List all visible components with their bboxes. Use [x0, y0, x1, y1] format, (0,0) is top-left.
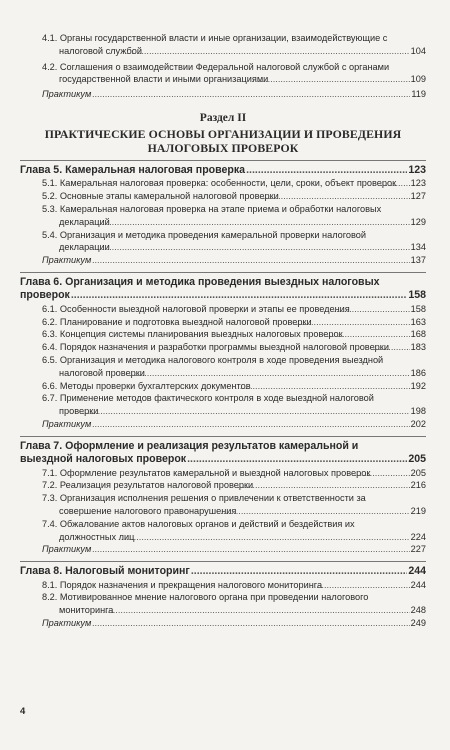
toc-entry-page: 123: [410, 178, 426, 189]
toc-entry-text: 6.4. Порядок назначения и разработки программы выездной налоговой проверки .....: [42, 341, 410, 354]
toc-entry-page: 134: [410, 242, 426, 253]
toc-entry-text: 6.3. Концепция системы планирования выездных налоговых проверок .....: [42, 328, 410, 341]
divider: [20, 160, 426, 161]
toc-practicum-label: Практикум .....: [42, 543, 410, 556]
toc-practicum-page: 119: [411, 89, 426, 100]
toc-entry-page: 158: [410, 303, 426, 314]
toc-entry-text: 6.7. Применение методов фактического контроля в ходе выездной налоговой проверки .....: [42, 392, 410, 418]
chapter-title: Глава 7. Оформление и реализация результатов камеральной и выездной налоговых проверок .....: [20, 440, 407, 467]
toc-entry-page: 163: [410, 316, 426, 327]
toc-entry-text: 4.1. Органы государственной власти и иные организации, взаимодействующие с налоговой службой .....: [42, 32, 410, 58]
toc-entry-text: 7.4. Обжалование актов налоговых органов и действий и бездействия их должностных лиц .....: [42, 518, 410, 544]
toc-entry-6-6: [42, 380, 426, 393]
toc-entry-text: 7.2. Реализация результатов налоговой проверки .....: [42, 479, 410, 492]
toc-practicum-page: 249: [410, 617, 426, 628]
toc-practicum-label: Практикум .....: [42, 254, 410, 267]
toc-entry-text: 6.2. Планирование и подготовка выездной налоговой проверки .....: [42, 316, 410, 329]
toc-entry-text: 8.2. Мотивированное мнение налогового органа при проведении налогового мониторинга .....: [42, 591, 410, 617]
toc-entry-8-2: [42, 591, 426, 617]
chapter-title: Глава 6. Организация и методика проведения выездных налоговых проверок .....: [20, 276, 407, 303]
chapter-page: 123: [408, 163, 426, 176]
toc-entry-page: 109: [410, 74, 426, 85]
toc-entry-page: 198: [410, 406, 426, 417]
divider: [20, 561, 426, 562]
toc-entry-page: 216: [410, 480, 426, 491]
toc-practicum-label: Практикум .....: [42, 418, 410, 431]
toc-entry-4-2: [42, 61, 426, 87]
section-heading: [20, 111, 426, 155]
toc-entry-text: 5.3. Камеральная налоговая проверка на этапе приема и обработки налоговых деклараций .....: [42, 203, 410, 229]
toc-entry-6-7: [42, 392, 426, 418]
toc-practicum: [42, 418, 426, 431]
toc-entry-4-1: [42, 32, 426, 58]
toc-practicum: [42, 543, 426, 556]
toc-practicum-page: 227: [410, 544, 426, 555]
toc-entry-page: 127: [410, 191, 426, 202]
toc-practicum-page: 137: [410, 255, 426, 266]
toc-entry-page: 244: [410, 579, 426, 590]
toc-entry-page: 248: [410, 605, 426, 616]
toc-entry-text: 7.1. Оформление результатов камеральной и выездной налоговых проверок .....: [42, 467, 410, 480]
toc-entry-6-5: [42, 354, 426, 380]
toc-entry-6-1: [42, 303, 426, 316]
toc-entry-text: 5.2. Основные этапы камеральной налоговой проверки .....: [42, 190, 410, 203]
chapter-7-heading: [20, 440, 426, 467]
section-number: Раздел II: [199, 111, 247, 124]
toc-entry-8-1: [42, 579, 426, 592]
chapter-page: 244: [408, 565, 426, 578]
toc-entry-page: 104: [410, 45, 426, 56]
toc-entry-5-2: [42, 190, 426, 203]
toc-entry-7-4: [42, 518, 426, 544]
toc-entry-text: 6.1. Особенности выездной налоговой проверки и этапы ее проведения .....: [42, 303, 410, 316]
toc-entry-5-4: [42, 229, 426, 255]
toc-entry-7-3: [42, 492, 426, 518]
toc-practicum-label: Практикум .....: [42, 88, 410, 101]
chapter-8-heading: [20, 565, 426, 578]
toc-entry-7-2: [42, 479, 426, 492]
toc-entry-page: 205: [410, 467, 426, 478]
toc-entry-text: 6.6. Методы проверки бухгалтерских документов .....: [42, 380, 410, 393]
divider: [20, 436, 426, 437]
toc-entry-5-1: [42, 177, 426, 190]
toc-entry-text: 5.4. Организация и методика проведения камеральной проверки налоговой декларации .....: [42, 229, 410, 255]
chapter-title: Глава 8. Налоговый мониторинг .....: [20, 565, 407, 578]
toc-entry-page: 192: [410, 380, 426, 391]
chapter-5-heading: [20, 164, 426, 177]
divider: [20, 272, 426, 273]
toc-entry-7-1: [42, 467, 426, 480]
toc-entry-page: 186: [410, 367, 426, 378]
toc-entry-6-2: [42, 316, 426, 329]
toc-practicum-page: 202: [410, 418, 426, 429]
toc-entry-6-4: [42, 341, 426, 354]
toc-entry-page: 129: [410, 216, 426, 227]
toc-entry-text: 6.5. Организация и методика налогового контроля в ходе проведения выездной налоговой проверки .....: [42, 354, 410, 380]
toc-practicum: [42, 617, 426, 630]
chapter-title: Глава 5. Камеральная налоговая проверка .....: [20, 164, 407, 177]
toc-practicum: [42, 254, 426, 267]
toc-entry-page: 183: [410, 342, 426, 353]
toc-entry-page: 219: [410, 505, 426, 516]
toc-practicum-label: Практикум .....: [42, 617, 410, 630]
chapter-6-heading: [20, 276, 426, 303]
toc-page: [20, 0, 426, 630]
toc-entry-text: 4.2. Соглашения о взаимодействии Федеральной налоговой службой с органами государственной власти и иными организациями .....: [42, 61, 410, 87]
toc-practicum: [42, 88, 426, 101]
toc-entry-5-3: [42, 203, 426, 229]
section-title: ПРАКТИЧЕСКИЕ ОСНОВЫ ОРГАНИЗАЦИИ И ПРОВЕДЕНИЯ НАЛОГОВЫХ ПРОВЕРОК: [44, 126, 402, 155]
chapter-page: 158: [408, 289, 426, 302]
chapter-page: 205: [408, 453, 426, 466]
toc-entry-6-3: [42, 328, 426, 341]
toc-entry-text: 5.1. Камеральная налоговая проверка: особенности, цели, сроки, объект проверок .....: [42, 177, 410, 190]
toc-entry-text: 7.3. Организация исполнения решения о привлечении к ответственности за совершение налогового правонарушения .....: [42, 492, 410, 518]
toc-entry-page: 168: [410, 329, 426, 340]
toc-entry-page: 224: [410, 531, 426, 542]
page-number: 4: [20, 706, 26, 717]
toc-entry-text: 8.1. Порядок назначения и прекращения налогового мониторинга .....: [42, 579, 410, 592]
